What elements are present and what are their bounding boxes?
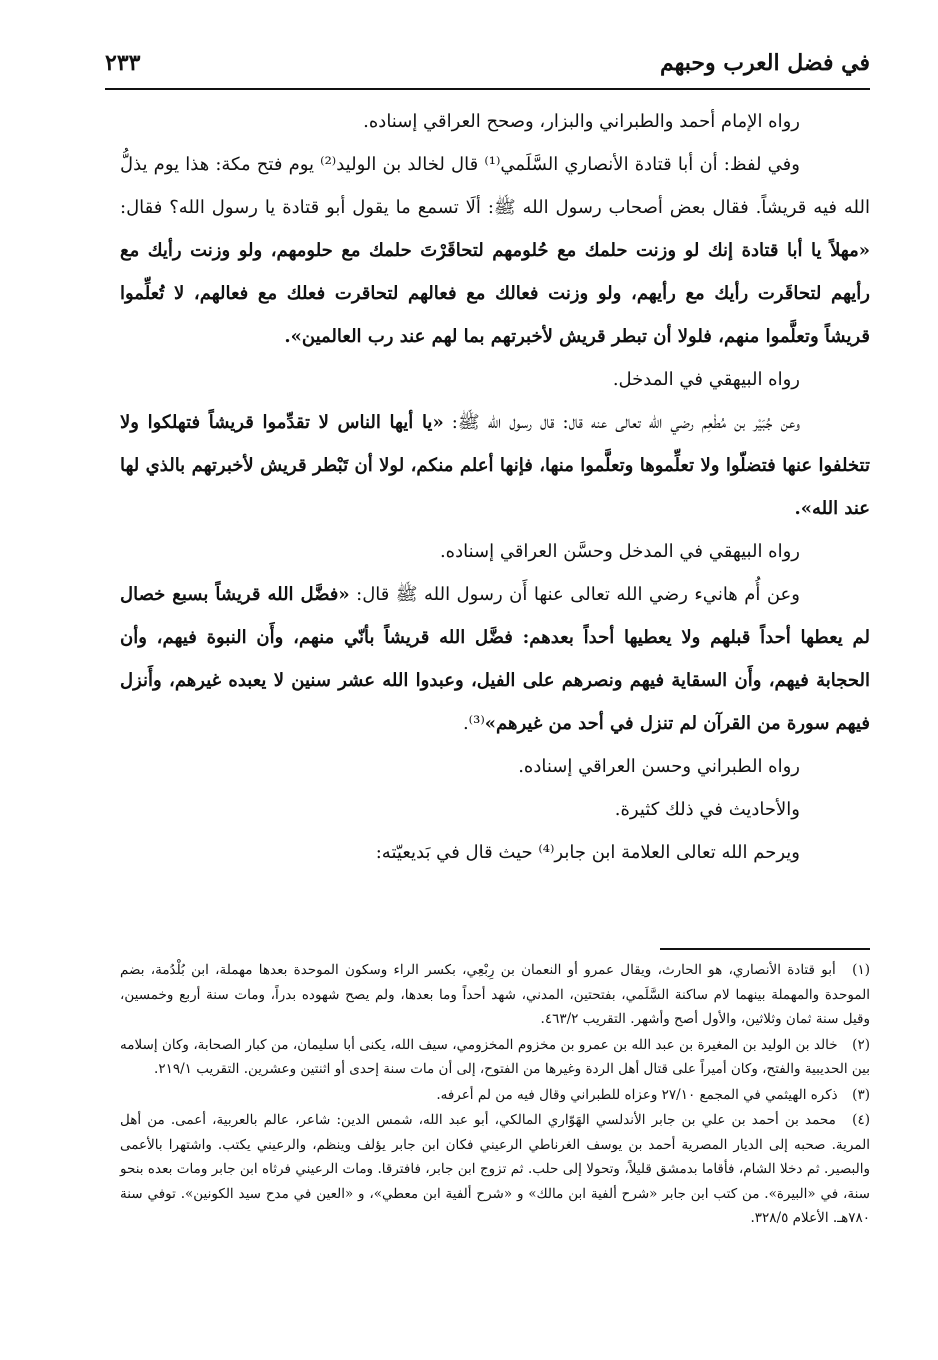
paragraph-5: رواه البيهقي في المدخل وحسَّن العراقي إسناده.: [439, 541, 800, 562]
hadith-quote-1: «مهلاً يا أبا قتادة إنك لو وزنت حلمك مع حُلومهم لتحاقَرْتَ حلمك مع حلومهم، ولو وزنت رأيك مع رأيهم لتحاقَرت رأيك مع رأيهم، ولو وزنت فعالك مع فعالهم لتحاقرت فعلك مع فعالهم، لا تُعلِّموا قريشاً وتعلَّموا منهم، فلولا أن تبطر قريش لأخبرتهم بما لهم عند رب العالمين».: [120, 240, 870, 347]
paragraph-3: رواه البيهقي في المدخل.: [612, 369, 800, 390]
footnote-ref-3: ⁽³⁾.: [462, 713, 485, 734]
paragraph-2: [120, 143, 870, 358]
narration-intro-3: وعن أُم هانيء رضي الله تعالى عنها أَن رسول الله ﷺ قال:: [356, 584, 800, 605]
narration-intro: وفي لفظ: أن أبا قتادة الأنصاري السَّلَمي⁽¹⁾ قال لخالد بن الوليد⁽²⁾ يوم فتح مكة: هذا يوم يذلُّ الله فيه قريشاً. فقال بعض أصحاب رسول الله ﷺ: ألَا تسمع ما يقول أبو قتادة يا رسول الله؟ فقال:: [120, 154, 870, 218]
footnote-text: ذكره الهيثمي في المجمع ٢٧/١٠ وعزاه للطبراني وقال فيه من لم أعرفه.: [436, 1086, 838, 1103]
paragraph-9: ويرحم الله تعالى العلامة ابن جابر⁽⁴⁾ حيث قال في بَديعيّته:: [375, 842, 800, 863]
running-header: [105, 44, 870, 90]
running-title: في فضل العرب وحبهم: [659, 50, 870, 76]
hadith-quote-2: «يا أيها الناس لا تقدِّموا قريشاً فتهلكوا ولا تتخلفوا عنها فتضلّوا ولا تعلِّموها وتعلَّموا منها، فإنها أعلم منكم، لولا أن تَبْطر قريش لأخبرتهم بالذي لها عند الله».: [120, 412, 870, 519]
footnote-separator: [660, 948, 870, 950]
page-number: ٢٣٣: [105, 50, 141, 76]
footnote-number: (٢): [852, 1036, 870, 1053]
footnote-2: [120, 1033, 870, 1082]
footnote-text: محمد بن أحمد بن علي بن جابر الأندلسي الهَوّاري المالكي، أبو عبد الله، شمس الدين: شاعر، عالم بالعربية، أعمى. من أهل المرية. صحبه إلى الديار المصرية أحمد بن يوسف الغرناطي الرعيني فكان ابن جابر يؤلف وينظم، والرعيني يكتب. واشتهرا بالأعمى والبصير. ثم دخلا الشام، فأقاما بدمشق قليلاً، وتحولا إلى حلب. ثم تزوج ابن جابر، فافترقا. ومات الرعيني فرثاه ابن جابر ومات بعده بنحو سنة، في «البيرة». من كتب ابن جابر «شرح ألفية ابن مالك» و «شرح ألفية ابن معطي»، و «العين في مدح سيد الكونين». توفي سنة ٧٨٠هـ. الأعلام ٣٢٨/٥.: [120, 1112, 870, 1226]
footnote-4: [120, 1108, 870, 1231]
narration-intro-2: وعن جُبَيْر بن مُطْعِم رضي الله تعالى عنه قال: قال رسول الله ﷺ:: [451, 412, 801, 433]
footnote-number: (١): [852, 962, 870, 978]
paragraph-1: رواه الإمام أحمد والطبراني والبزار، وصحح العراقي إسناده.: [363, 111, 800, 132]
footnote-text: أبو قتادة الأنصاري، هو الحارث، ويقال عمرو أو النعمان بن رِبْعِي، بكسر الراء وسكون الموحدة بعدها مهملة، ابن بُلْدُمة، بضم الموحدة والمهملة بينهما لام ساكنة السَّلَمي، بفتحتين، المدني، شهد أحداً وما بعدها، ولم يصح شهوده بدراً، ومات سنة أربع وخمسين، وقيل سنة ثمان وثلاثين، والأول أصح وأشهر. التقريب ٤٦٣/٢.: [120, 962, 870, 1027]
paragraph-8: والأحاديث في ذلك كثيرة.: [614, 799, 800, 820]
footnotes: [120, 958, 870, 1232]
footnote-3: [120, 1083, 870, 1108]
paragraph-6: [120, 573, 870, 745]
footnote-number: (٤): [852, 1112, 870, 1128]
hadith-quote-3: «فضَّل الله قريشاً بسبع خصال لم يعطها أحداً قبلهم ولا يعطيها أحداً بعدهم: فضَّل الله قريشاً بأنّي منهم، وأَن النبوة فيهم، وأن الحجابة فيهم، وأَن السقاية فيهم ونصرهم على الفيل، وعبدوا الله عشر سنين لا يعبده غيرهم، وأَنزل فيهم سورة من القرآن لم تنزل في أحد من غيرهم»: [120, 584, 870, 734]
paragraph-7: رواه الطبراني وحسن العراقي إسناده.: [518, 756, 800, 777]
main-text: [120, 100, 870, 874]
footnote-1: [120, 958, 870, 1032]
footnote-number: (٣): [852, 1086, 870, 1103]
paragraph-4: [120, 401, 870, 530]
footnote-text: خالد بن الوليد بن المغيرة بن عبد الله بن عمرو بن مخزوم المخزومي، سيف الله، يكنى أبا سليمان، من كبار الصحابة، وكان إسلامه بين الحديبية والفتح، وكان أميراً على قتال أهل الردة وغيرها من الفتوح، إلى أن مات سنة إحدى أو اثنتين وعشرين. التقريب ٢١٩/١.: [120, 1036, 870, 1077]
